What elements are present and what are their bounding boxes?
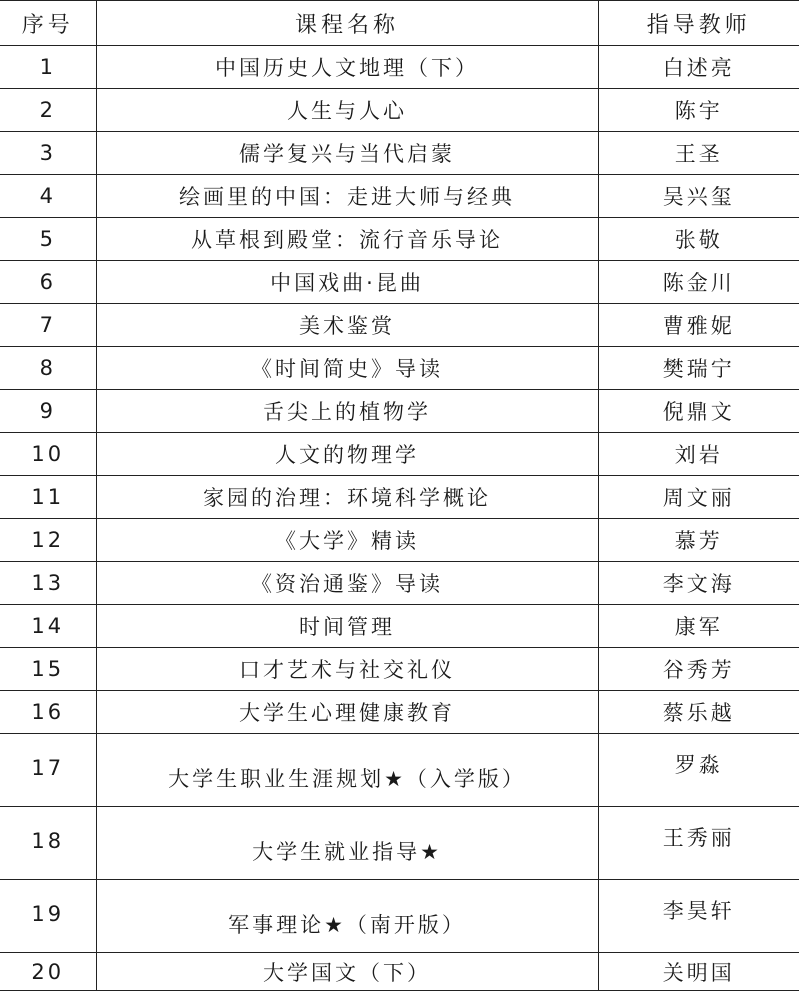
course-name: 舌尖上的植物学	[263, 400, 431, 424]
table-row	[0, 175, 799, 218]
table-row	[0, 261, 799, 304]
row-number: 18	[31, 829, 65, 853]
course-name-cell	[96, 46, 598, 89]
row-number-cell	[0, 218, 96, 261]
row-number: 14	[31, 614, 65, 638]
table-row	[0, 46, 799, 89]
table-row	[0, 304, 799, 347]
course-name: 家园的治理：环境科学概论	[203, 486, 491, 510]
row-number: 12	[31, 528, 65, 552]
table-row	[0, 953, 799, 991]
course-name-cell	[96, 433, 598, 476]
teacher-name: 李昊轩	[662, 899, 735, 923]
row-number: 6	[39, 270, 56, 294]
row-number-cell	[0, 807, 96, 880]
row-number: 9	[39, 399, 56, 423]
course-name: 人生与人心	[287, 99, 407, 123]
table-row	[0, 605, 799, 648]
course-name: 人文的物理学	[275, 443, 419, 467]
header-course-name: 课程名称	[96, 1, 598, 46]
course-name: 中国历史人文地理（下）	[215, 56, 479, 80]
row-number-cell	[0, 132, 96, 175]
row-number: 4	[39, 184, 56, 208]
teacher-name-cell	[598, 648, 799, 691]
teacher-name-cell	[598, 476, 799, 519]
teacher-name: 刘岩	[674, 443, 723, 467]
course-name-cell	[96, 734, 598, 807]
course-name-cell	[96, 648, 598, 691]
teacher-name: 关明国	[662, 960, 735, 985]
teacher-name: 倪鼎文	[662, 400, 735, 424]
table-row	[0, 218, 799, 261]
course-name-cell	[96, 476, 598, 519]
row-number-cell	[0, 304, 96, 347]
row-number: 7	[39, 313, 56, 337]
course-name-cell	[96, 390, 598, 433]
teacher-name-cell	[598, 691, 799, 734]
header-row	[0, 1, 799, 46]
row-number: 2	[39, 98, 56, 122]
teacher-name-cell	[598, 261, 799, 304]
teacher-name-cell	[598, 605, 799, 648]
teacher-name-cell	[598, 390, 799, 433]
teacher-name: 白述亮	[662, 56, 735, 80]
course-name: 绘画里的中国：走进大师与经典	[179, 185, 515, 209]
row-number-cell	[0, 519, 96, 562]
row-number: 17	[31, 756, 65, 780]
header-teacher: 指导教师	[598, 1, 799, 46]
row-number-cell	[0, 691, 96, 734]
teacher-name: 周文丽	[662, 486, 735, 510]
course-name-cell	[96, 953, 598, 991]
course-name: 时间管理	[299, 615, 395, 639]
teacher-name-cell	[598, 880, 799, 953]
row-number-cell	[0, 605, 96, 648]
course-name: 《大学》精读	[275, 529, 419, 553]
teacher-name-cell	[598, 433, 799, 476]
teacher-name: 王秀丽	[662, 826, 735, 850]
teacher-name: 陈宇	[674, 99, 723, 123]
row-number: 3	[39, 141, 56, 165]
row-number: 8	[39, 356, 56, 380]
row-number: 5	[39, 227, 56, 251]
course-name: 从草根到殿堂：流行音乐导论	[191, 228, 503, 252]
row-number: 11	[31, 485, 65, 509]
table-row	[0, 562, 799, 605]
table-row	[0, 476, 799, 519]
course-name: 大学生职业生涯规划★（入学版）	[168, 767, 526, 791]
teacher-name: 曹雅妮	[662, 314, 735, 338]
row-number-cell	[0, 734, 96, 807]
course-name: 大学生心理健康教育	[239, 701, 455, 725]
teacher-name: 樊瑞宁	[662, 357, 735, 381]
course-name: 中国戏曲·昆曲	[270, 271, 424, 295]
teacher-name-cell	[598, 89, 799, 132]
table-row	[0, 132, 799, 175]
teacher-name-cell	[598, 562, 799, 605]
course-name-cell	[96, 519, 598, 562]
teacher-name: 慕芳	[674, 529, 723, 553]
teacher-name-cell	[598, 304, 799, 347]
course-name-cell	[96, 304, 598, 347]
row-number: 13	[31, 571, 65, 595]
row-number: 10	[31, 442, 65, 466]
row-number-cell	[0, 476, 96, 519]
teacher-name: 李文海	[662, 572, 735, 596]
header-no: 序号	[0, 1, 96, 46]
table-row	[0, 880, 799, 953]
table-row	[0, 390, 799, 433]
course-name-cell	[96, 175, 598, 218]
teacher-name: 吴兴玺	[662, 185, 735, 209]
row-number: 1	[39, 55, 56, 79]
row-number-cell	[0, 433, 96, 476]
row-number-cell	[0, 562, 96, 605]
teacher-name-cell	[598, 175, 799, 218]
course-name: 军事理论★（南开版）	[228, 913, 466, 937]
table-row	[0, 347, 799, 390]
course-name-cell	[96, 261, 598, 304]
teacher-name-cell	[598, 953, 799, 991]
teacher-name-cell	[598, 132, 799, 175]
row-number-cell	[0, 89, 96, 132]
row-number: 15	[31, 657, 65, 681]
row-number: 16	[31, 700, 65, 724]
row-number-cell	[0, 880, 96, 953]
teacher-name-cell	[598, 46, 799, 89]
table-row	[0, 691, 799, 734]
table-row	[0, 648, 799, 691]
row-number-cell	[0, 347, 96, 390]
course-name: 大学生就业指导★	[252, 840, 442, 864]
teacher-name: 陈金川	[662, 271, 735, 295]
course-name-cell	[96, 218, 598, 261]
teacher-name: 蔡乐越	[662, 701, 735, 725]
table-row	[0, 89, 799, 132]
row-number-cell	[0, 175, 96, 218]
course-name: 美术鉴赏	[299, 314, 395, 338]
teacher-name-cell	[598, 218, 799, 261]
teacher-name: 王圣	[674, 142, 723, 166]
row-number-cell	[0, 648, 96, 691]
table-row	[0, 519, 799, 562]
row-number-cell	[0, 46, 96, 89]
table-row	[0, 734, 799, 807]
teacher-name-cell	[598, 347, 799, 390]
row-number-cell	[0, 953, 96, 991]
teacher-name-cell	[598, 734, 799, 807]
row-number: 19	[31, 902, 65, 926]
teacher-name-cell	[598, 807, 799, 880]
course-name-cell	[96, 691, 598, 734]
table-row	[0, 807, 799, 880]
table-body	[0, 46, 799, 991]
course-name-cell	[96, 132, 598, 175]
teacher-name-cell	[598, 519, 799, 562]
course-name-cell	[96, 605, 598, 648]
teacher-name: 谷秀芳	[662, 658, 735, 682]
course-name: 大学国文（下）	[263, 960, 431, 985]
course-name-cell	[96, 89, 598, 132]
course-name: 《时间简史》导读	[251, 357, 443, 381]
course-name-cell	[96, 880, 598, 953]
course-name-cell	[96, 807, 598, 880]
course-name: 《资治通鉴》导读	[251, 572, 443, 596]
course-name-cell	[96, 347, 598, 390]
row-number: 20	[31, 959, 65, 984]
teacher-name: 康军	[674, 615, 723, 639]
course-name: 儒学复兴与当代启蒙	[239, 142, 455, 166]
course-name-cell	[96, 562, 598, 605]
table-row	[0, 433, 799, 476]
teacher-name: 张敬	[674, 228, 723, 252]
course-name: 口才艺术与社交礼仪	[239, 658, 455, 682]
row-number-cell	[0, 390, 96, 433]
row-number-cell	[0, 261, 96, 304]
teacher-name: 罗淼	[674, 753, 723, 777]
